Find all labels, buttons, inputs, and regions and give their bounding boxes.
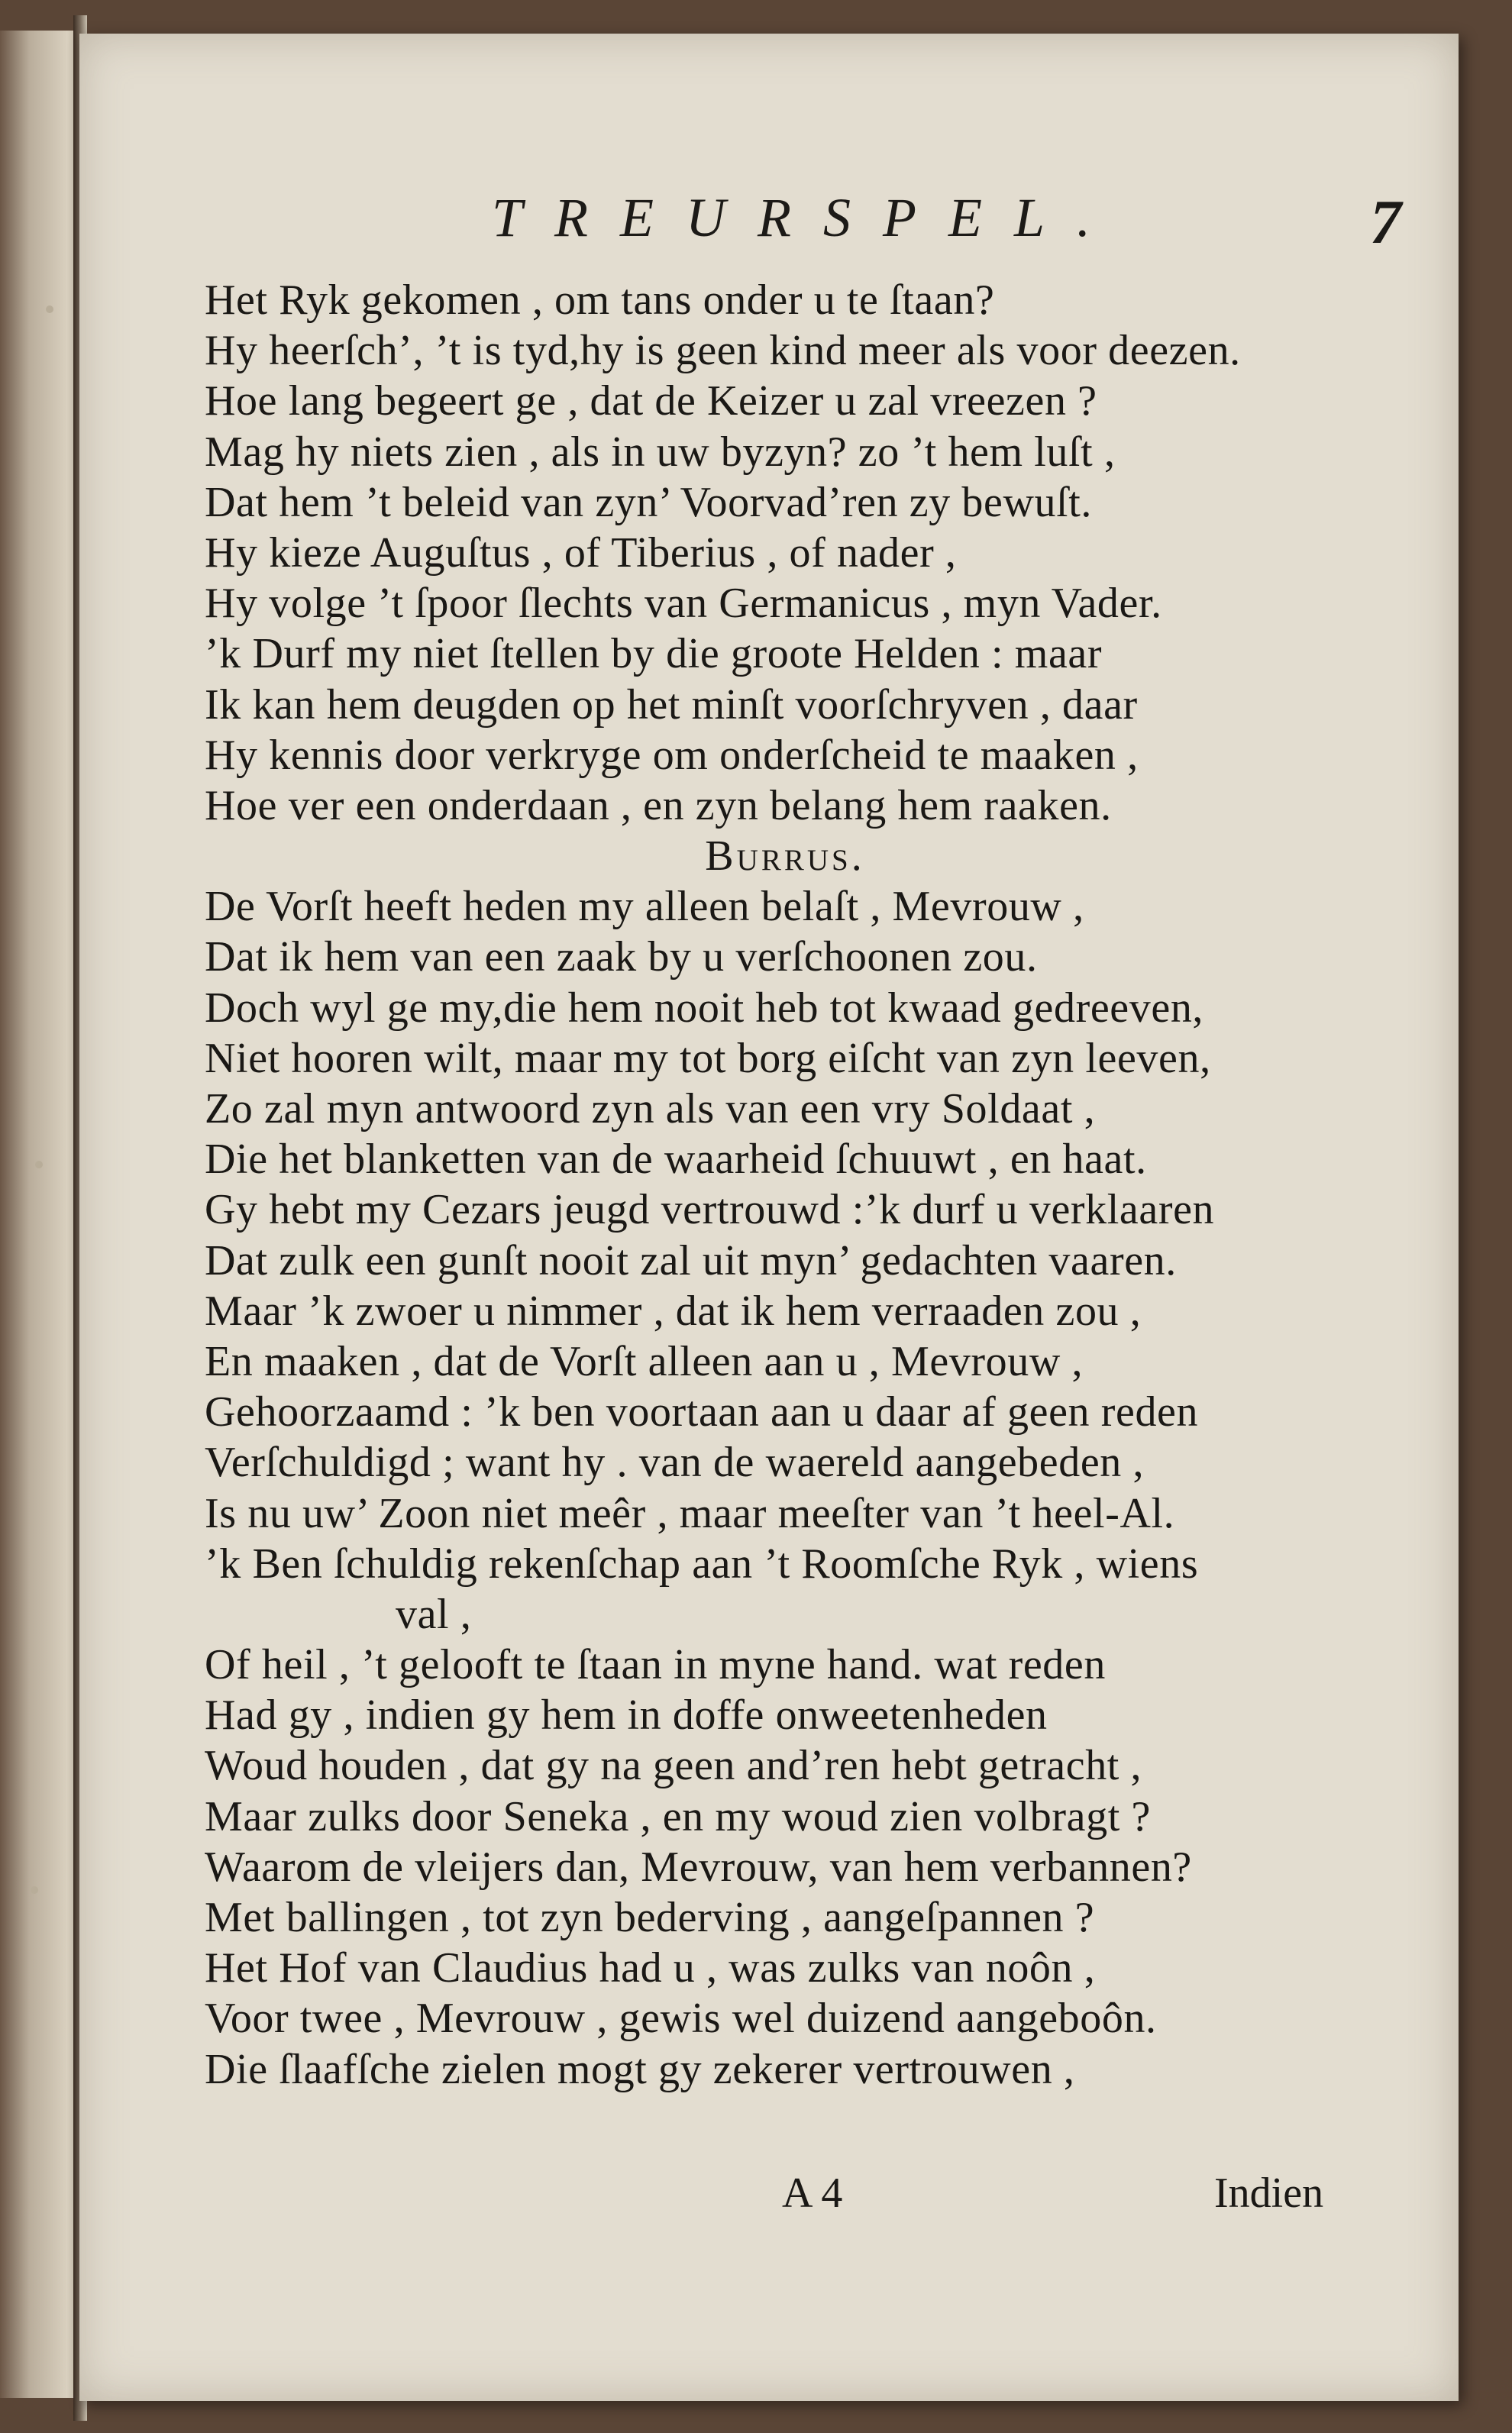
verse-line: Die het blanketten van de waarheid ſchuuwt , en haat.: [205, 1136, 1147, 1184]
paper-dent: [35, 1161, 43, 1168]
verse-line: Maar ’k zwoer u nimmer , dat ik hem verraaden zou ,: [205, 1287, 1142, 1335]
verse-line: Dat hem ’t beleid van zyn’ Voorvad’ren zy bewuſt.: [205, 478, 1093, 526]
page-footer: [79, 2169, 1459, 2230]
running-title: TREURSPEL.: [492, 187, 1123, 248]
verse-line: Of heil , ’t gelooft te ſtaan in myne hand. wat reden: [205, 1641, 1106, 1689]
verse-line: Die ſlaafſche zielen mogt gy zekerer vertrouwen ,: [205, 2045, 1075, 2093]
paper-dent: [46, 305, 53, 313]
verse-line: Hy heerſch’, ’t is tyd,hy is geen kind meer als voor deezen.: [205, 327, 1241, 375]
verse-line: ’k Durf my niet ſtellen by die groote Helden : maar: [205, 630, 1103, 678]
signature-mark: A 4: [782, 2170, 843, 2217]
verse-line: De Vorſt heeft heden my alleen belaſt , Mevrouw ,: [205, 883, 1084, 931]
verse-line: Gy hebt my Cezars jeugd vertrouwd :’k durf u verklaaren: [205, 1186, 1215, 1234]
verse-line: Hoe lang begeert ge , dat de Keizer u zal vreezen ?: [205, 377, 1097, 425]
verse-line: Mag hy niets zien , als in uw byzyn? zo ’t hem luſt ,: [205, 428, 1116, 476]
verse-line: Het Ryk gekomen , om tans onder u te ſtaan?: [205, 276, 995, 324]
paper-dent: [31, 1886, 38, 1894]
speaker-name: Burrus.: [705, 832, 865, 880]
verse-line-continuation: val ,: [396, 1590, 472, 1638]
verse-line: En maaken , dat de Vorſt alleen aan u , Mevrouw ,: [205, 1337, 1084, 1385]
verse-line: Doch wyl ge my,die hem nooit heb tot kwaad gedreeven,: [205, 984, 1204, 1032]
book-page: [79, 34, 1459, 2401]
verse-line: Verſchuldigd ; want hy . van de waereld aangebeden ,: [205, 1439, 1145, 1487]
verse-line: Dat ik hem van een zaak by u verſchoonen zou.: [205, 933, 1038, 981]
verse-line: Dat zulk een gunſt nooit zal uit myn’ gedachten vaaren.: [205, 1236, 1177, 1284]
verse-line: Gehoorzaamd : ’k ben voortaan aan u daar af geen reden: [205, 1388, 1199, 1436]
left-page-edge: [0, 31, 84, 2398]
verse-line: ’k Ben ſchuldig rekenſchap aan ’t Roomſche Ryk , wiens: [205, 1540, 1199, 1588]
verse-line: Ik kan hem deugden op het minſt voorſchryven , daar: [205, 680, 1138, 729]
verse-line: Voor twee , Mevrouw , gewis wel duizend aangeboôn.: [205, 1995, 1157, 2043]
verse-line: Hoe ver een onderdaan , en zyn belang hem raaken.: [205, 781, 1112, 829]
verse-line: Niet hooren wilt, maar my tot borg eiſcht van zyn leeven,: [205, 1034, 1211, 1082]
verse-line: Woud houden , dat gy na geen and’ren hebt getracht ,: [205, 1742, 1142, 1790]
verse-line: Hy kennis door verkryge om onderſcheid te maaken ,: [205, 731, 1139, 779]
verse-line: Is nu uw’ Zoon niet meêr , maar meeſter van ’t heel-Al.: [205, 1489, 1175, 1537]
verse-line: Maar zulks door Seneka , en my woud zien volbragt ?: [205, 1792, 1151, 1840]
verse-line: Hy kieze Auguſtus , of Tiberius , of nader ,: [205, 528, 957, 577]
page-number: 7: [1370, 187, 1401, 257]
verse-line: Met ballingen , tot zyn bederving , aangeſpannen ?: [205, 1894, 1095, 1941]
catchword: Indien: [1214, 2170, 1324, 2217]
verse-line: Waarom de vleijers dan, Mevrouw, van hem verbannen?: [205, 1843, 1192, 1891]
verse-text: [205, 275, 1442, 2095]
verse-line: Hy volge ’t ſpoor ſlechts van Germanicus , myn Vader.: [205, 580, 1162, 628]
verse-line: Zo zal myn antwoord zyn als van een vry Soldaat ,: [205, 1085, 1096, 1132]
page-header: [79, 186, 1459, 255]
verse-line: Had gy , indien gy hem in doffe onweetenheden: [205, 1691, 1048, 1740]
verse-line: Het Hof van Claudius had u , was zulks van noôn ,: [205, 1944, 1096, 1992]
